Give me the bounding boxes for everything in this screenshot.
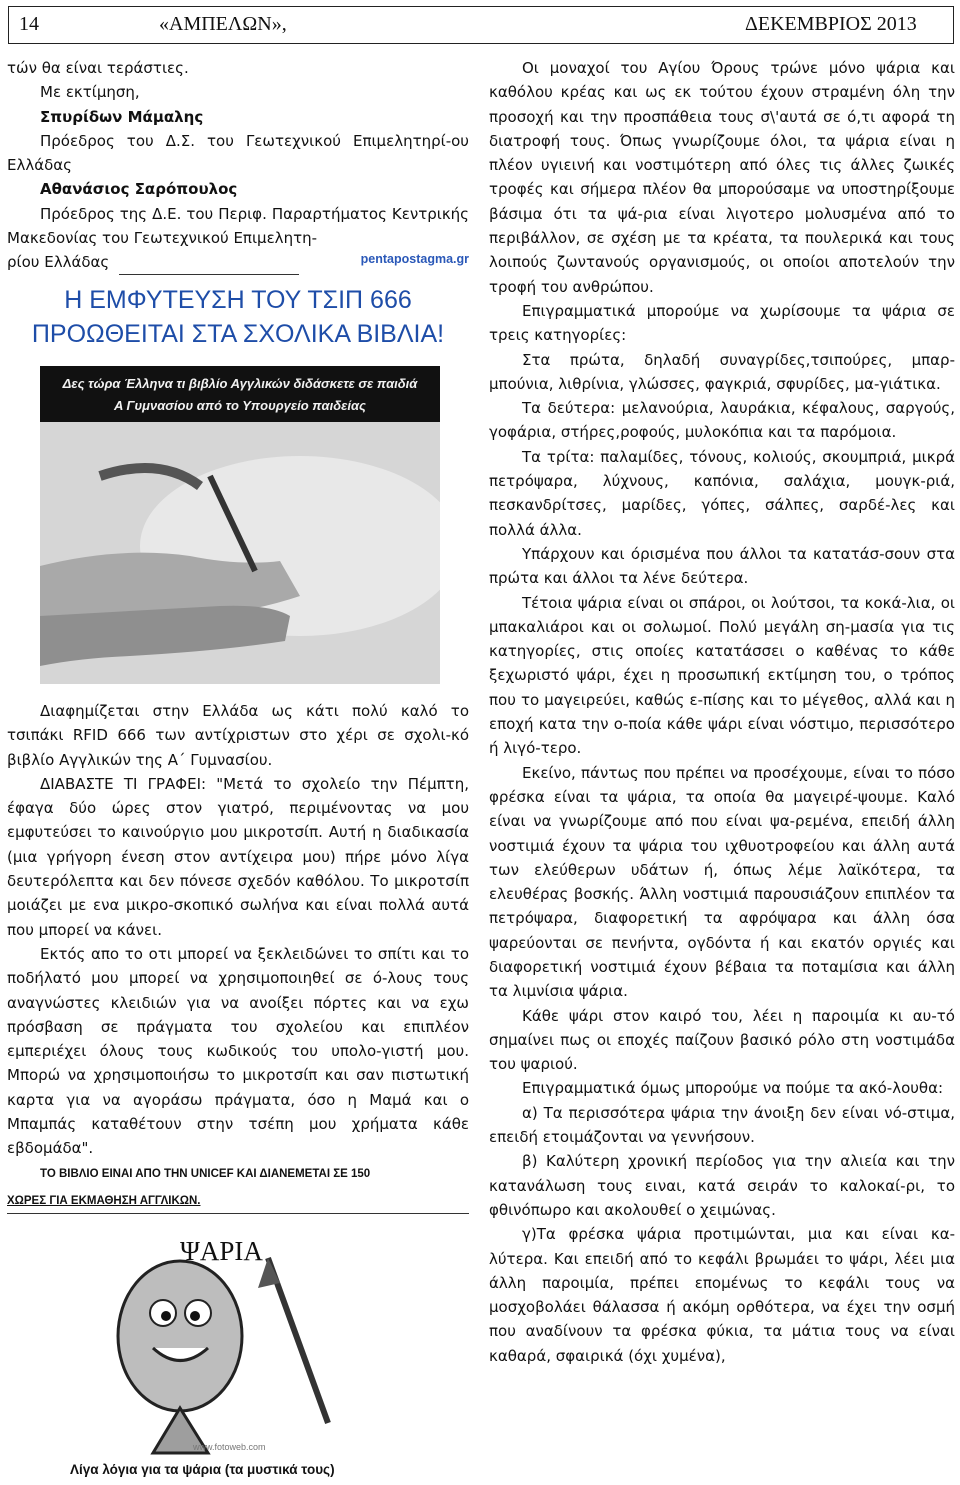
fish-para-10: Επιγραμματικά όμως μπορούμε να πούμε τα ακό-λουθα:: [522, 1079, 944, 1098]
fish-para-5: Τα τρίτα: παλαμίδες, τόνους, κολιούς, σκουμπριά, μικρά πετρόψαρα, λύχνους, καπόνια, σαλάχια, μουγκ-ριά, πεσκανδρίτσες, μαρίδες, γόπες, σάλπες, σαρδέ-λες και πολλά άλλα.: [489, 447, 955, 539]
article-para-2: ΔΙΑΒΑΣΤΕ ΤΙ ΓΡΑΦΕΙ: "Μετά το σχολείο την Πέμπτη, έφαγα δύο ώρες στον γιατρό, περιμένοντας να μου εμφυτεύσει το καινούργιο μου μικροτσίπ. Αυτή η διαδικασία (μια γρήγορη ένεση στον αντίχειρα μου) πήρε μόνο λίγα δευτερόλεπτα και δεν πόνεσε σχεδόν καθόλου. Το μικροτσίπ μοιάζει με ενα μικρο-σκοπικό σωλήνα και είναι πολλά αυτά που μπορεί να κάνει.: [7, 774, 469, 939]
unicef-note-line1: ΤΟ ΒΙΒΛΙΟ ΕΙΝΑΙ ΑΠΟ ΤΗΝ UNICEF ΚΑΙ ΔΙΑΝΕΜΕΤΑΙ ΣΕ 150: [40, 1167, 371, 1180]
article-para-3: Εκτός απο το οτι μπορεί να ξεκλειδώνει το σπίτι και το ποδήλατό μου μπορεί να χρησιμοποιηθεί σε ό-λους τους αναγνώστες κλειδιών για να ανοίξει πόρτες και να εχω πρόσβαση σε πράγματα του σχολείου και επιπλέον εμπεριέχει όλους τους κωδικούς του υπολο-γιστή μου. Μπορώ να χρησιμοποιήσω το μικροτσίπ και σαν πιστωτική καρτα για να αγοράσω πράγματα, όσο η Μαμά και ο Μπαμπάς καταθέτουν στην τσέπη μου χρήματα κάθε εβδομάδα".: [7, 944, 469, 1158]
regards: Με εκτίμηση,: [40, 83, 140, 102]
signer2-title-end: ρίου Ελλάδας pentapostagma.gr: [7, 250, 469, 274]
signer1-name: Σπυρίδων Μάμαλης: [40, 107, 204, 126]
left-column: [7, 56, 469, 351]
fish-para-1: Οι μοναχοί του Αγίου Όρους τρώνε μόνο ψάρια και καθόλου κρέας και ως εκ τούτου έχουν στραμένη όλη την προσοχή και την προσπάθεια τους σ\'αυτά σε ό,τι αφορά τη διατροφή τους. Όπως γνωρίζουμε όλοι, τα ψάρια είναι η πλέον υγιεινή και νοστιμότερη από όλες τις άλλες ζωικές τροφές και σήμερα πλέον θα μπορούσαμε να υποστηρίξουμε βάσιμα ότι τα ψά-ρια είναι λιγοτερο μολυσμένα από το περιβάλλον, σε σχέση με τα κρέατα, τα πουλερικά και τους λοιπούς ζωντανούς οργανισμούς, οι οποίοι αποτελούν την τροφή του ανθρώπου.: [489, 59, 955, 296]
fish-section-title: ΨΑΡΙΑ: [180, 1236, 263, 1266]
signer2-title: Πρόεδρος της Δ.Ε. του Περιφ. Παραρτήματος Κεντρικής Μακεδονίας του Γεωτεχνικού Επιμελητη-: [7, 204, 469, 248]
fish-para-11: α) Τα περισσότερα ψάρια την άνοιξη δεν είναι νό-στιμα, επειδή ετοιμάζονται να γεννήσουν.: [489, 1103, 955, 1147]
fish-para-9: Κάθε ψάρι στον καιρό του, λέει η παροιμία κι αυ-τό σημαίνει πως οι εποχές παίζουν βασικό ρόλο στη νοστιμάδα του ψαριού.: [489, 1006, 955, 1074]
photo-banner-line2: Α Γυμνασίου από το Υπουργείο παιδείας: [114, 398, 366, 413]
article-headline: Η ΕΜΦΥΤΕΥΣΗ ΤΟΥ ΤΣΙΠ 666 ΠΡΟΩΘΕΙΤΑΙ ΣΤΑ ΣΧΟΛΙΚΑ ΒΙΒΛΙΑ!: [31, 285, 445, 348]
fish-para-7: Τέτοια ψάρια είναι οι σπάροι, οι λούτσοι, τα κοκά-λια, οι μπακαλιάροι και οι σολωμοί. Πολύ μεγάλη ση-μασία για τις κατηγορίες, στις οποίες κατατάσσει ο καθένας το κάθε ξεχωριστό ψάρι, έχει η προσωπική εκτίμηση του, ο τρόπος που το μαγειρεύει, καθώς ε-πίσης και το μέγεθος, αλλά και η εποχή κατα την ο-ποία κάθε ψάρι είναι νόστιμο, περισσότερο ή λιγό-τερο.: [489, 593, 955, 758]
intro-text: τών θα είναι τεράστιες.: [7, 59, 189, 77]
page-header: [8, 6, 954, 44]
fish-watermark: www.fotoweb.com: [193, 1442, 266, 1452]
right-column: [489, 56, 955, 1368]
photo-banner-line1: Δες τώρα Έλληνα τι βιβλίο Αγγλικών διδάσκετε σε παιδιά: [62, 376, 418, 391]
divider: [119, 274, 299, 275]
issue-date: ΔΕΚΕΜΒΡΙΟΣ 2013: [745, 13, 917, 35]
signer1-title: Πρόεδρος του Δ.Σ. του Γεωτεχνικού Επιμελητηρί-ου Ελλάδας: [7, 131, 469, 175]
fish-caption: Λίγα λόγια για τα ψάρια (τα μυστικά τους): [70, 1462, 335, 1477]
fish-para-12: β) Καλύτερη χρονική περίοδος για την αλιεία και την κατανάλωση τους ειναι, κατά σειράν το καλοκαί-ρι, το φθινόπωρο και ακολουθεί ο χειμώνας.: [489, 1152, 955, 1219]
fish-para-4: Τα δεύτερα: μελανούρια, λαυράκια, κέφαλους, σαργούς, γοφάρια, στήρες,ροφούς, μυλοκόπια και τα παρόμοια.: [489, 399, 955, 442]
page-number: 14: [19, 13, 39, 35]
article-photo: [40, 366, 440, 684]
article-para-1: Διαφημίζεται στην Ελλάδα ως κάτι πολύ καλό το τσιπάκι RFID 666 των αντίχριστων στο χέρι σε σχολι-κό βιβλίο Αγγλικών της Α΄ Γυμνασίου.: [7, 702, 469, 769]
unicef-note-line2: ΧΩΡΕΣ ΓΙΑ ΕΚΜΑΘΗΣΗ ΑΓΓΛΙΚΩΝ.: [7, 1187, 469, 1214]
fish-para-8: Εκείνο, πάντως που πρέπει να προσέχουμε, είναι το πόσο φρέσκα είναι τα ψάρια, τα οποία θα μαγειρέ-ψουμε. Καλό είναι να γνωρίζουμε από που είναι ψα-ρεμένα, επειδή άλλη νοστιμιά έχουν τα ψάρια του ιχθυοτροφείου και άλλη αυτά των ελεύθερων υδάτων ή, όπως λέμε λαϊκότερα, τα ελευθέρας βοσκής. Άλλη νοστιμιά παρουσιάζουν επιπλέον τα πετρόψαρα, διαφορετική τα αφρόψαρα και άλλη όσα ψαρεύονται σε πενήντα, ογδόντα ή και εκατόν οργιές και διαφορετική νοστιμιά έχουν βέβαια τα ποταμίσια και άλλη τα λιμνίσια ψάρια.: [489, 763, 955, 1001]
fish-para-13: γ)Τα φρέσκα ψάρια προτιμώνται, μια και είναι κα-λύτερα. Και επειδή από το κεφάλι βρωμάει το ψάρι, λέει μια άλλη παροιμία, πρέπει επομένως το κεφάλι τους να μοσχοβολάει θάλασσα ή ακόμη ορθότερα, να έχει την οσμή που αναδίνουν τα φρέσκα φύκια, τα μάτια τους να είναι καθαρά, σφαιρικά (όχι χυμένα),: [489, 1225, 955, 1365]
signature-block: [7, 80, 469, 129]
source-link[interactable]: pentapostagma.gr: [360, 252, 469, 267]
publication-name: «ΑΜΠΕΛΩΝ»,: [159, 13, 287, 35]
fish-para-6: Υπάρχουν και όρισμένα που άλλοι τα κατατάσ-σουν στα πρώτα και άλλοι τα λένε δεύτερα.: [489, 544, 955, 588]
article-body: [7, 699, 469, 1214]
signer2-name: Αθανάσιος Σαρόπουλος: [40, 180, 238, 199]
fish-para-3: Στα πρώτα, δηλαδή συναγρίδες,τσιπούρες, μπαρ-μπούνια, λιθρίνια, γλώσσες, φαγκριά, σφυρίδες, μα-γιάτικα.: [489, 350, 955, 393]
fish-para-2: Επιγραμματικά μπορούμε να χωρίσουμε τα ψάρια σε τρεις κατηγορίες:: [489, 301, 955, 345]
